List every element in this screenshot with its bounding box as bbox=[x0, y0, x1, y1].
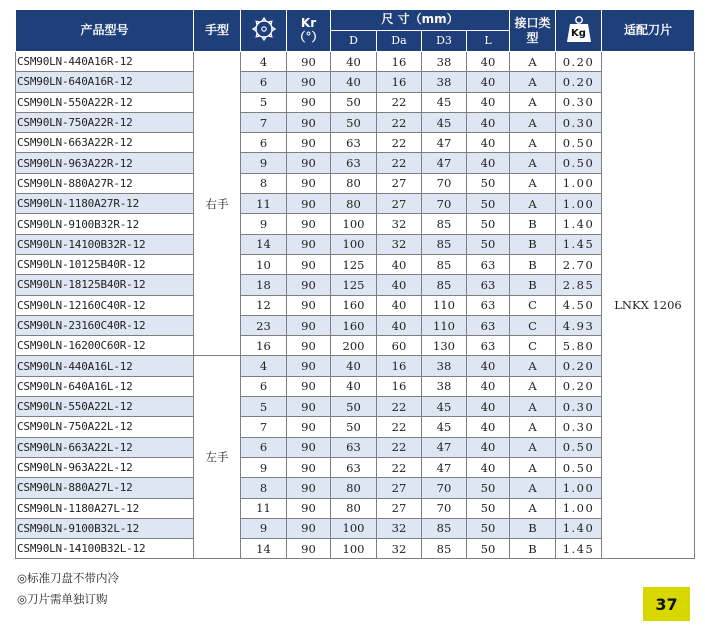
cell-teeth: 9 bbox=[241, 214, 287, 234]
cell-interface-type: A bbox=[510, 194, 556, 214]
cell-da: 16 bbox=[377, 72, 422, 92]
header-teeth bbox=[241, 10, 287, 52]
cell-interface-type: B bbox=[510, 214, 556, 234]
cell-d: 80 bbox=[331, 173, 377, 193]
cell-interface-type: A bbox=[510, 437, 556, 457]
cell-weight: 0.50 bbox=[556, 153, 602, 173]
cell-interface-type: C bbox=[510, 295, 556, 315]
cell-d: 125 bbox=[331, 275, 377, 295]
cell-model: CSM90LN-663A22R-12 bbox=[16, 133, 194, 153]
cell-kr: 90 bbox=[287, 133, 331, 153]
cell-da: 16 bbox=[377, 356, 422, 376]
cell-model: CSM90LN-14100B32R-12 bbox=[16, 234, 194, 254]
table-row bbox=[16, 214, 695, 234]
cell-teeth: 5 bbox=[241, 92, 287, 112]
cell-teeth: 9 bbox=[241, 153, 287, 173]
cell-teeth: 14 bbox=[241, 234, 287, 254]
table-row bbox=[16, 72, 695, 92]
cell-weight: 0.20 bbox=[556, 376, 602, 396]
cell-l: 50 bbox=[467, 518, 510, 538]
cell-l: 50 bbox=[467, 173, 510, 193]
cell-d: 100 bbox=[331, 214, 377, 234]
cell-weight: 4.50 bbox=[556, 295, 602, 315]
cell-teeth: 4 bbox=[241, 52, 287, 72]
cell-l: 40 bbox=[467, 457, 510, 477]
table-row bbox=[16, 478, 695, 498]
cell-l: 63 bbox=[467, 315, 510, 335]
cell-interface-type: B bbox=[510, 275, 556, 295]
cell-model: CSM90LN-10125B40R-12 bbox=[16, 254, 194, 274]
cell-kr: 90 bbox=[287, 173, 331, 193]
table-row bbox=[16, 275, 695, 295]
cell-teeth: 16 bbox=[241, 336, 287, 356]
cell-da: 27 bbox=[377, 478, 422, 498]
page-number: 37 bbox=[643, 587, 690, 621]
cell-d: 40 bbox=[331, 376, 377, 396]
cell-d3: 47 bbox=[422, 457, 467, 477]
cell-weight: 0.50 bbox=[556, 457, 602, 477]
cell-model: CSM90LN-12160C40R-12 bbox=[16, 295, 194, 315]
cell-interface-type: A bbox=[510, 356, 556, 376]
cell-kr: 90 bbox=[287, 478, 331, 498]
hand-left-cell: 左手 bbox=[194, 356, 241, 559]
cell-l: 63 bbox=[467, 275, 510, 295]
cell-kr: 90 bbox=[287, 336, 331, 356]
cell-l: 50 bbox=[467, 498, 510, 518]
cell-d3: 70 bbox=[422, 173, 467, 193]
cell-model: CSM90LN-663A22L-12 bbox=[16, 437, 194, 457]
table-row bbox=[16, 437, 695, 457]
cell-d3: 85 bbox=[422, 254, 467, 274]
cell-da: 22 bbox=[377, 133, 422, 153]
cell-model: CSM90LN-750A22R-12 bbox=[16, 112, 194, 132]
cell-teeth: 6 bbox=[241, 72, 287, 92]
table-row bbox=[16, 194, 695, 214]
cell-weight: 1.45 bbox=[556, 539, 602, 559]
table-row bbox=[16, 397, 695, 417]
header-hand: 手型 bbox=[194, 10, 241, 52]
cell-teeth: 11 bbox=[241, 194, 287, 214]
cell-weight: 1.00 bbox=[556, 478, 602, 498]
cell-l: 40 bbox=[467, 376, 510, 396]
cell-d: 40 bbox=[331, 52, 377, 72]
cell-model: CSM90LN-963A22L-12 bbox=[16, 457, 194, 477]
note-no-coolant: ◎标准刀盘不带内冷 bbox=[17, 571, 120, 585]
cell-da: 27 bbox=[377, 173, 422, 193]
cell-interface-type: A bbox=[510, 397, 556, 417]
cell-d: 160 bbox=[331, 295, 377, 315]
table-row bbox=[16, 92, 695, 112]
cell-da: 22 bbox=[377, 397, 422, 417]
cell-l: 50 bbox=[467, 214, 510, 234]
cell-d3: 85 bbox=[422, 234, 467, 254]
cell-teeth: 5 bbox=[241, 397, 287, 417]
cell-model: CSM90LN-550A22R-12 bbox=[16, 92, 194, 112]
cell-d: 80 bbox=[331, 194, 377, 214]
cell-teeth: 6 bbox=[241, 376, 287, 396]
cell-model: CSM90LN-640A16R-12 bbox=[16, 72, 194, 92]
cell-d3: 85 bbox=[422, 214, 467, 234]
cell-da: 16 bbox=[377, 52, 422, 72]
cell-weight: 1.00 bbox=[556, 194, 602, 214]
cell-l: 63 bbox=[467, 295, 510, 315]
header-weight bbox=[556, 10, 602, 52]
cell-da: 32 bbox=[377, 234, 422, 254]
cell-kr: 90 bbox=[287, 417, 331, 437]
cell-da: 22 bbox=[377, 437, 422, 457]
table-row bbox=[16, 133, 695, 153]
cell-d: 200 bbox=[331, 336, 377, 356]
cell-teeth: 23 bbox=[241, 315, 287, 335]
cell-l: 50 bbox=[467, 478, 510, 498]
cell-kr: 90 bbox=[287, 52, 331, 72]
header-da: Da bbox=[377, 31, 422, 52]
cell-l: 40 bbox=[467, 397, 510, 417]
cell-da: 22 bbox=[377, 112, 422, 132]
cell-model: CSM90LN-440A16R-12 bbox=[16, 52, 194, 72]
header-kr-unit: （°） bbox=[293, 29, 324, 44]
cell-teeth: 8 bbox=[241, 173, 287, 193]
cell-weight: 0.30 bbox=[556, 397, 602, 417]
cutter-teeth-icon bbox=[251, 31, 277, 45]
table-row bbox=[16, 539, 695, 559]
cell-d: 80 bbox=[331, 478, 377, 498]
cell-interface-type: A bbox=[510, 173, 556, 193]
cell-model: CSM90LN-9100B32L-12 bbox=[16, 518, 194, 538]
insert-cell: LNKX 1206 bbox=[602, 52, 695, 559]
header-d3: D3 bbox=[422, 31, 467, 52]
cell-d: 160 bbox=[331, 315, 377, 335]
cell-teeth: 7 bbox=[241, 112, 287, 132]
table-row bbox=[16, 234, 695, 254]
cell-da: 22 bbox=[377, 417, 422, 437]
header-dimensions: 尺 寸（mm） bbox=[331, 10, 510, 31]
cell-model: CSM90LN-750A22L-12 bbox=[16, 417, 194, 437]
cell-d3: 45 bbox=[422, 92, 467, 112]
cell-teeth: 18 bbox=[241, 275, 287, 295]
cell-d3: 110 bbox=[422, 295, 467, 315]
cell-interface-type: A bbox=[510, 417, 556, 437]
cell-d: 50 bbox=[331, 112, 377, 132]
table-row bbox=[16, 417, 695, 437]
header-l: L bbox=[467, 31, 510, 52]
cell-interface-type: B bbox=[510, 518, 556, 538]
cell-kr: 90 bbox=[287, 254, 331, 274]
cell-interface-type: A bbox=[510, 376, 556, 396]
header-interface-type: 接口类型 bbox=[510, 10, 556, 52]
cell-weight: 0.30 bbox=[556, 417, 602, 437]
cell-kr: 90 bbox=[287, 315, 331, 335]
weight-kg-icon bbox=[566, 15, 592, 43]
cell-weight: 0.30 bbox=[556, 92, 602, 112]
cell-kr: 90 bbox=[287, 214, 331, 234]
cell-weight: 1.40 bbox=[556, 214, 602, 234]
cell-interface-type: A bbox=[510, 457, 556, 477]
cell-da: 40 bbox=[377, 275, 422, 295]
cell-model: CSM90LN-963A22R-12 bbox=[16, 153, 194, 173]
cell-weight: 2.70 bbox=[556, 254, 602, 274]
table-row bbox=[16, 315, 695, 335]
cell-da: 32 bbox=[377, 539, 422, 559]
cell-kr: 90 bbox=[287, 295, 331, 315]
cell-teeth: 9 bbox=[241, 457, 287, 477]
table-row bbox=[16, 153, 695, 173]
cell-d: 63 bbox=[331, 437, 377, 457]
cell-l: 63 bbox=[467, 254, 510, 274]
cell-d3: 130 bbox=[422, 336, 467, 356]
cell-d3: 38 bbox=[422, 52, 467, 72]
cell-d: 100 bbox=[331, 518, 377, 538]
weight-kg-label: Kg bbox=[571, 27, 586, 39]
cell-kr: 90 bbox=[287, 112, 331, 132]
cell-teeth: 12 bbox=[241, 295, 287, 315]
cell-kr: 90 bbox=[287, 539, 331, 559]
cell-teeth: 4 bbox=[241, 356, 287, 376]
table-row bbox=[16, 498, 695, 518]
cell-d3: 70 bbox=[422, 498, 467, 518]
cell-da: 32 bbox=[377, 214, 422, 234]
cell-model: CSM90LN-23160C40R-12 bbox=[16, 315, 194, 335]
cell-teeth: 14 bbox=[241, 539, 287, 559]
cell-d3: 45 bbox=[422, 417, 467, 437]
table-row bbox=[16, 112, 695, 132]
cell-weight: 1.40 bbox=[556, 518, 602, 538]
table-row bbox=[16, 457, 695, 477]
header-d: D bbox=[331, 31, 377, 52]
cell-l: 40 bbox=[467, 356, 510, 376]
cell-interface-type: C bbox=[510, 315, 556, 335]
cell-d3: 45 bbox=[422, 397, 467, 417]
cell-kr: 90 bbox=[287, 356, 331, 376]
cell-d: 63 bbox=[331, 457, 377, 477]
cell-d: 100 bbox=[331, 234, 377, 254]
table-row bbox=[16, 356, 695, 376]
cell-model: CSM90LN-18125B40R-12 bbox=[16, 275, 194, 295]
cell-l: 63 bbox=[467, 336, 510, 356]
cell-da: 60 bbox=[377, 336, 422, 356]
cell-weight: 4.93 bbox=[556, 315, 602, 335]
cell-da: 16 bbox=[377, 376, 422, 396]
cell-model: CSM90LN-880A27L-12 bbox=[16, 478, 194, 498]
cell-d: 63 bbox=[331, 153, 377, 173]
cell-kr: 90 bbox=[287, 72, 331, 92]
cell-l: 40 bbox=[467, 417, 510, 437]
note-insert-order: ◎刀片需单独订购 bbox=[17, 592, 108, 606]
header-kr-label: Kr bbox=[300, 16, 317, 31]
cell-da: 27 bbox=[377, 194, 422, 214]
cell-weight: 5.80 bbox=[556, 336, 602, 356]
cell-interface-type: B bbox=[510, 254, 556, 274]
cell-interface-type: C bbox=[510, 336, 556, 356]
header-kr bbox=[287, 10, 331, 52]
cell-model: CSM90LN-550A22L-12 bbox=[16, 397, 194, 417]
cell-kr: 90 bbox=[287, 92, 331, 112]
cell-weight: 0.30 bbox=[556, 112, 602, 132]
table-row bbox=[16, 173, 695, 193]
cell-kr: 90 bbox=[287, 498, 331, 518]
cell-d: 50 bbox=[331, 417, 377, 437]
cell-model: CSM90LN-14100B32L-12 bbox=[16, 539, 194, 559]
cell-kr: 90 bbox=[287, 457, 331, 477]
cell-interface-type: A bbox=[510, 153, 556, 173]
table-row bbox=[16, 52, 695, 72]
cell-teeth: 8 bbox=[241, 478, 287, 498]
cell-d3: 85 bbox=[422, 539, 467, 559]
cell-weight: 1.00 bbox=[556, 498, 602, 518]
cell-d3: 38 bbox=[422, 356, 467, 376]
table-row bbox=[16, 295, 695, 315]
cell-da: 22 bbox=[377, 153, 422, 173]
cell-d: 80 bbox=[331, 498, 377, 518]
cell-interface-type: A bbox=[510, 133, 556, 153]
cell-teeth: 9 bbox=[241, 518, 287, 538]
cell-l: 40 bbox=[467, 133, 510, 153]
cell-kr: 90 bbox=[287, 275, 331, 295]
cell-d3: 70 bbox=[422, 478, 467, 498]
table-row bbox=[16, 518, 695, 538]
cell-kr: 90 bbox=[287, 437, 331, 457]
cell-kr: 90 bbox=[287, 397, 331, 417]
cell-model: CSM90LN-16200C60R-12 bbox=[16, 336, 194, 356]
cell-interface-type: A bbox=[510, 72, 556, 92]
cell-l: 50 bbox=[467, 234, 510, 254]
cell-weight: 0.50 bbox=[556, 437, 602, 457]
cell-teeth: 10 bbox=[241, 254, 287, 274]
cell-d3: 47 bbox=[422, 437, 467, 457]
cell-interface-type: B bbox=[510, 234, 556, 254]
cell-d3: 47 bbox=[422, 153, 467, 173]
cell-weight: 2.85 bbox=[556, 275, 602, 295]
cell-da: 22 bbox=[377, 92, 422, 112]
cell-weight: 0.20 bbox=[556, 356, 602, 376]
table-body bbox=[16, 52, 695, 559]
cell-l: 40 bbox=[467, 437, 510, 457]
cell-model: CSM90LN-1180A27L-12 bbox=[16, 498, 194, 518]
cell-da: 27 bbox=[377, 498, 422, 518]
header-insert: 适配刀片 bbox=[602, 10, 695, 52]
header-model: 产品型号 bbox=[16, 10, 194, 52]
cell-l: 40 bbox=[467, 112, 510, 132]
cell-d3: 38 bbox=[422, 376, 467, 396]
cell-da: 40 bbox=[377, 295, 422, 315]
cell-weight: 0.20 bbox=[556, 72, 602, 92]
cell-kr: 90 bbox=[287, 153, 331, 173]
cell-interface-type: A bbox=[510, 112, 556, 132]
cell-d3: 38 bbox=[422, 72, 467, 92]
cell-d3: 110 bbox=[422, 315, 467, 335]
cell-kr: 90 bbox=[287, 194, 331, 214]
cell-model: CSM90LN-880A27R-12 bbox=[16, 173, 194, 193]
cell-d3: 47 bbox=[422, 133, 467, 153]
cell-l: 50 bbox=[467, 194, 510, 214]
cell-teeth: 6 bbox=[241, 437, 287, 457]
cell-d: 50 bbox=[331, 92, 377, 112]
cell-da: 40 bbox=[377, 315, 422, 335]
cell-da: 40 bbox=[377, 254, 422, 274]
cell-model: CSM90LN-9100B32R-12 bbox=[16, 214, 194, 234]
cell-weight: 0.20 bbox=[556, 52, 602, 72]
cell-teeth: 6 bbox=[241, 133, 287, 153]
cell-weight: 1.45 bbox=[556, 234, 602, 254]
cell-d: 50 bbox=[331, 397, 377, 417]
cell-kr: 90 bbox=[287, 376, 331, 396]
cell-d: 63 bbox=[331, 133, 377, 153]
cell-interface-type: A bbox=[510, 92, 556, 112]
cell-d3: 45 bbox=[422, 112, 467, 132]
table-row bbox=[16, 254, 695, 274]
cell-d3: 85 bbox=[422, 275, 467, 295]
cell-interface-type: A bbox=[510, 478, 556, 498]
cell-model: CSM90LN-1180A27R-12 bbox=[16, 194, 194, 214]
cell-teeth: 11 bbox=[241, 498, 287, 518]
cell-interface-type: A bbox=[510, 52, 556, 72]
cell-d3: 85 bbox=[422, 518, 467, 538]
cell-weight: 0.50 bbox=[556, 133, 602, 153]
product-spec-table bbox=[15, 9, 695, 559]
cell-kr: 90 bbox=[287, 518, 331, 538]
cell-teeth: 7 bbox=[241, 417, 287, 437]
cell-l: 40 bbox=[467, 153, 510, 173]
hand-right-cell: 右手 bbox=[194, 52, 241, 356]
cell-model: CSM90LN-440A16L-12 bbox=[16, 356, 194, 376]
table-row bbox=[16, 336, 695, 356]
cell-weight: 1.00 bbox=[556, 173, 602, 193]
cell-d3: 70 bbox=[422, 194, 467, 214]
cell-l: 40 bbox=[467, 52, 510, 72]
cell-interface-type: A bbox=[510, 498, 556, 518]
cell-da: 22 bbox=[377, 457, 422, 477]
cell-d: 40 bbox=[331, 72, 377, 92]
cell-model: CSM90LN-640A16L-12 bbox=[16, 376, 194, 396]
table-row bbox=[16, 376, 695, 396]
cell-interface-type: B bbox=[510, 539, 556, 559]
cell-da: 32 bbox=[377, 518, 422, 538]
cell-l: 50 bbox=[467, 539, 510, 559]
cell-d: 40 bbox=[331, 356, 377, 376]
cell-d: 125 bbox=[331, 254, 377, 274]
cell-kr: 90 bbox=[287, 234, 331, 254]
cell-d: 100 bbox=[331, 539, 377, 559]
cell-l: 40 bbox=[467, 72, 510, 92]
cell-l: 40 bbox=[467, 92, 510, 112]
